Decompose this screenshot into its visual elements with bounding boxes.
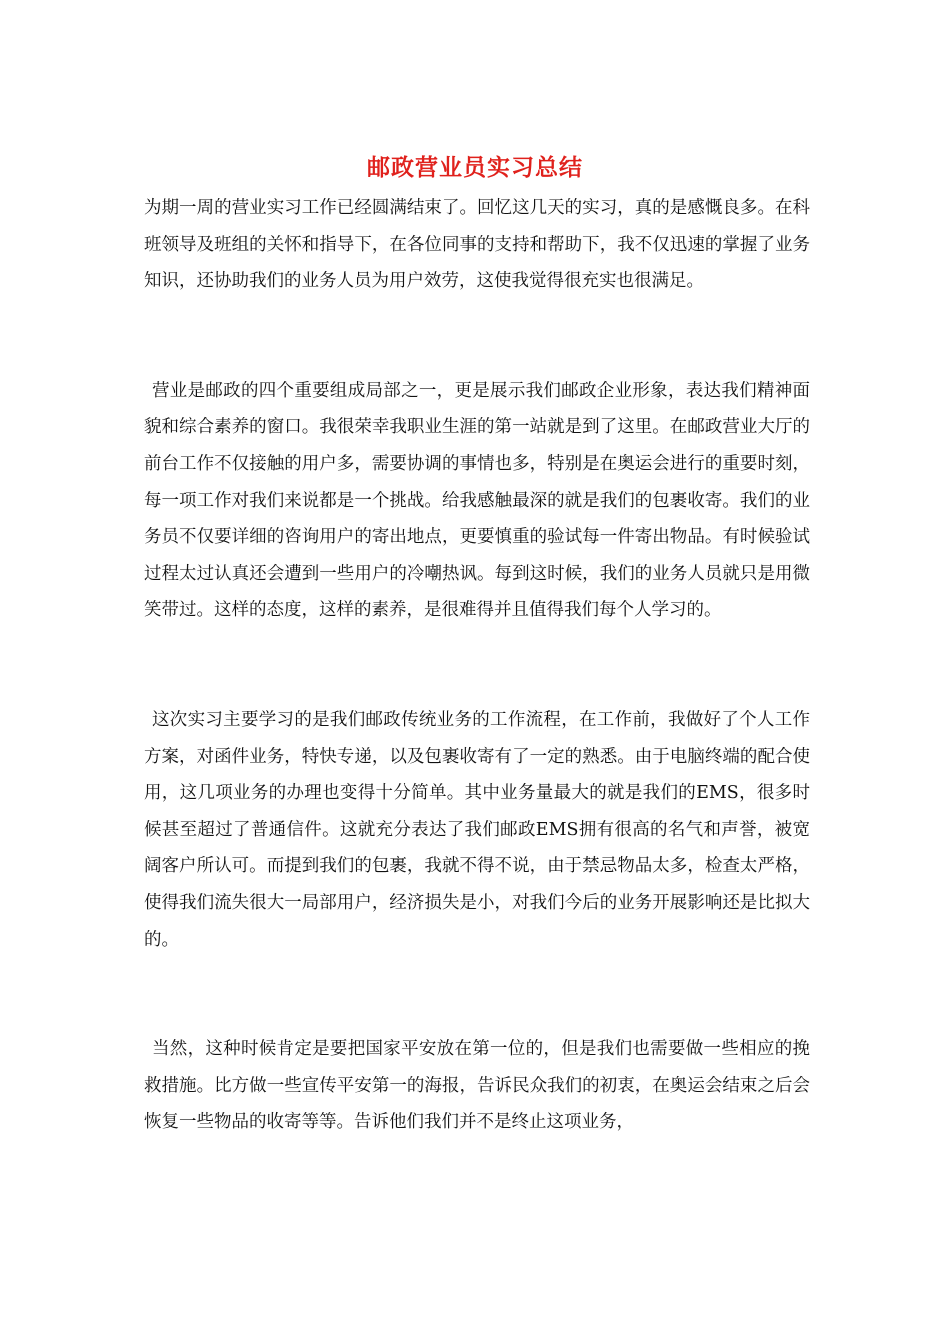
paragraph-2: 营业是邮政的四个重要组成局部之一，更是展示我们邮政企业形象，表达我们精神面貌和综合素养的窗口。我很荣幸我职业生涯的第一站就是到了这里。在邮政营业大厅的前台工作不仅接触的用户多，需要协调的事情也多，特别是在奥运会进行的重要时刻，每一项工作对我们来说都是一个挑战。给我感触最深的就是我们的包裹收寄。我们的业务员不仅要详细的咨询用户的寄出地点，更要慎重的验试每一件寄出物品。有时候验试过程太过认真还会遭到一些用户的冷嘲热讽。每到这时候，我们的业务人员就只是用微笑带过。这样的态度，这样的素养，是很难得并且值得我们每个人学习的。 [144,380,810,621]
document-title: 邮政营业员实习总结 [367,154,583,181]
paragraph-4: 当然，这种时候肯定是要把国家平安放在第一位的，但是我们也需要做一些相应的挽救措施。比方做一些宣传平安第一的海报，告诉民众我们的初衷，在奥运会结束之后会恢复一些物品的收寄等等。告诉他们我们并不是终止这项业务， [144,1039,810,1133]
paragraph-1: 为期一周的营业实习工作已经圆满结束了。回忆这几天的实习，真的是感慨良多。在科班领导及班组的关怀和指导下，在各位同事的支持和帮助下，我不仅迅速的掌握了业务知识，还协助我们的业务人员为用户效劳，这使我觉得很充实也很满足。 [144,198,810,292]
document-body [144,190,810,1141]
paragraph-3: 这次实习主要学习的是我们邮政传统业务的工作流程，在工作前，我做好了个人工作方案，对函件业务，特快专递，以及包裹收寄有了一定的熟悉。由于电脑终端的配合使用，这几项业务的办理也变得十分简单。其中业务量最大的就是我们的EMS，很多时候甚至超过了普通信件。这就充分表达了我们邮政EMS拥有很高的名气和声誉，被宽阔客户所认可。而提到我们的包裹，我就不得不说，由于禁忌物品太多，检查太严格，使得我们流失很大一局部用户，经济损失是小，对我们今后的业务开展影响还是比拟大的。 [144,709,810,950]
